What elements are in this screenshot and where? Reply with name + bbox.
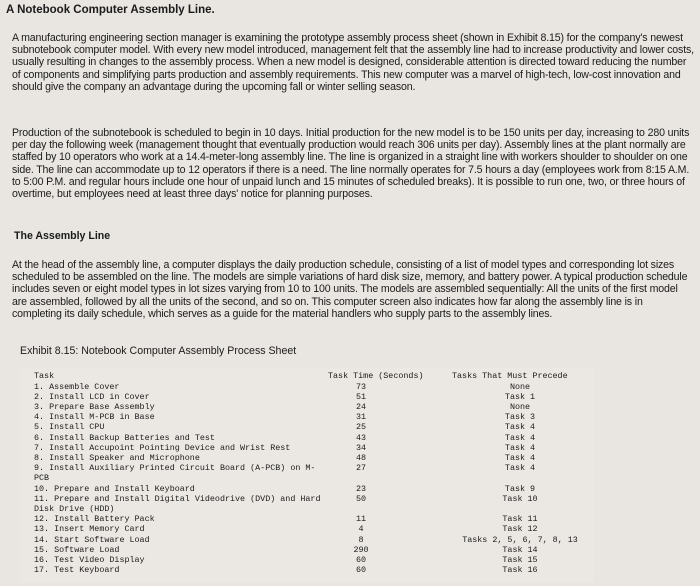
task-cell: 6. Install Backup Batteries and Test <box>34 432 215 443</box>
time-cell: 24 <box>355 401 367 412</box>
precede-cell: Task 10 <box>502 493 538 504</box>
time-cell: 11 <box>355 514 367 525</box>
time-cell: 50 <box>355 493 367 504</box>
task-cell: 5. Install CPU <box>34 422 105 433</box>
document-title: A Notebook Computer Assembly Line. <box>6 4 215 16</box>
task-cell: 4. Install M-PCB in Base <box>34 412 155 423</box>
precede-cell: Task 4 <box>504 432 536 443</box>
time-cell: 43 <box>355 432 367 443</box>
precede-cell: Task 4 <box>504 422 536 433</box>
precede-cell: Task 16 <box>502 565 538 576</box>
precede-cell: Task 14 <box>502 544 538 555</box>
process-sheet-table <box>20 367 594 582</box>
time-cell: 23 <box>355 483 367 494</box>
time-cell: 8 <box>358 534 364 545</box>
task-cell: 12. Install Battery Pack <box>34 514 155 525</box>
time-cell: 31 <box>355 412 367 423</box>
precede-cell: Task 1 <box>504 391 536 402</box>
task-cell: 1. Assemble Cover <box>34 381 120 392</box>
paragraph-production: Production of the subnotebook is scheduled to begin in 10 days. Initial production for the new model is to be 150 units per day, increasing to 280 units per day the following week (management thought that eventually production would reach 306 units per day). Assembly lines at the plant normally are staffed by 10 operators who work at a 14.4-meter-long assembly line. The line is organized in a straight line with workers shoulder to shoulder on one side. The line can accommodate up to 12 operators if there is a need. The line normally operates for 7.5 hours a day (employees work from 8:15 A.M. to 5:00 P.M. and regular hours include one hour of unpaid lunch and 15 minutes of scheduled breaks). It is possible to run one, two, or three hours of overtime, but employees need at least three days' notice for planning purposes. <box>12 127 690 201</box>
section-heading: The Assembly Line <box>14 230 111 242</box>
task-cell: 2. Install LCD in Cover <box>34 391 150 402</box>
time-cell: 27 <box>355 463 367 474</box>
precede-cell: Task 12 <box>502 524 538 535</box>
paragraph-intro: A manufacturing engineering section manager is examining the prototype assembly process sheet (shown in Exhibit 8.15) for the company's newest subnotebook computer model. With every new model introduced, management felt that the assembly line had to increase productivity and lower costs, usually resulting in changes to the assembly process. When a new model is designed, considerable attention is directed toward reducing the number of components and simplifying parts production and assembly requirements. This new computer was a marvel of high-tech, low-cost innovation and should give the company an advantage during the upcoming fall or winter selling season. <box>12 32 694 93</box>
task-cell: 7. Install Accupoint Pointing Device and Wrist Rest <box>34 442 291 453</box>
task-cell: 17. Test Keyboard <box>34 565 120 576</box>
time-cell: 25 <box>355 422 367 433</box>
precede-cell: Task 11 <box>502 514 538 525</box>
precede-cell: Task 15 <box>502 554 538 565</box>
time-cell: 48 <box>355 452 367 463</box>
column-header-task: Task <box>34 371 55 381</box>
task-cell: 3. Prepare Base Assembly <box>34 401 155 412</box>
precede-cell: Task 4 <box>504 452 536 463</box>
precede-cell: Task 4 <box>504 463 536 474</box>
time-cell: 4 <box>358 524 364 535</box>
task-cell: 10. Prepare and Install Keyboard <box>34 483 195 494</box>
column-header-precede: Tasks That Must Precede <box>452 371 568 381</box>
task-cell: 13. Insert Memory Card <box>34 524 145 535</box>
time-cell: 51 <box>355 391 367 402</box>
time-cell: 73 <box>355 381 367 392</box>
precede-cell: Task 4 <box>504 442 536 453</box>
task-cell: 15. Software Load <box>34 544 120 555</box>
precede-cell: Tasks 2, 5, 6, 7, 8, 13 <box>462 534 578 545</box>
task-cell: 8. Install Speaker and Microphone <box>34 452 200 463</box>
precede-cell: Task 9 <box>504 483 536 494</box>
time-cell: 290 <box>353 544 369 555</box>
task-cell: 16. Test Video Display <box>34 554 145 565</box>
task-cell: 14. Start Software Load <box>34 534 150 545</box>
exhibit-caption: Exhibit 8.15: Notebook Computer Assembly Process Sheet <box>20 345 297 357</box>
column-header-time: Task Time (Seconds) <box>328 371 424 381</box>
precede-cell: None <box>509 381 531 392</box>
precede-cell: None <box>509 401 531 412</box>
time-cell: 34 <box>355 442 367 453</box>
task-cell: 9. Install Auxiliary Printed Circuit Board (A-PCB) on M-PCB <box>34 463 316 484</box>
paragraph-assembly-line: At the head of the assembly line, a computer displays the daily production schedule, consisting of a list of model types and corresponding lot sizes scheduled to be assembled on the line. The models are simple variations of hard disk size, memory, and battery power. A typical production schedule includes seven or eight model types in lot sizes varying from 10 to 100 units. The models are assembled sequentially: All the units of the first model are assembled, followed by all the units of the second, and so on. This computer screen also indicates how far along the assembly line is in completing its daily schedule, which serves as a guide for the material handlers who supply parts to the assembly lines. <box>12 259 688 320</box>
precede-cell: Task 3 <box>504 412 536 423</box>
time-cell: 60 <box>355 554 367 565</box>
task-cell: 11. Prepare and Install Digital Videodrive (DVD) and Hard Disk Drive (HDD) <box>34 493 321 514</box>
time-cell: 60 <box>355 565 367 576</box>
